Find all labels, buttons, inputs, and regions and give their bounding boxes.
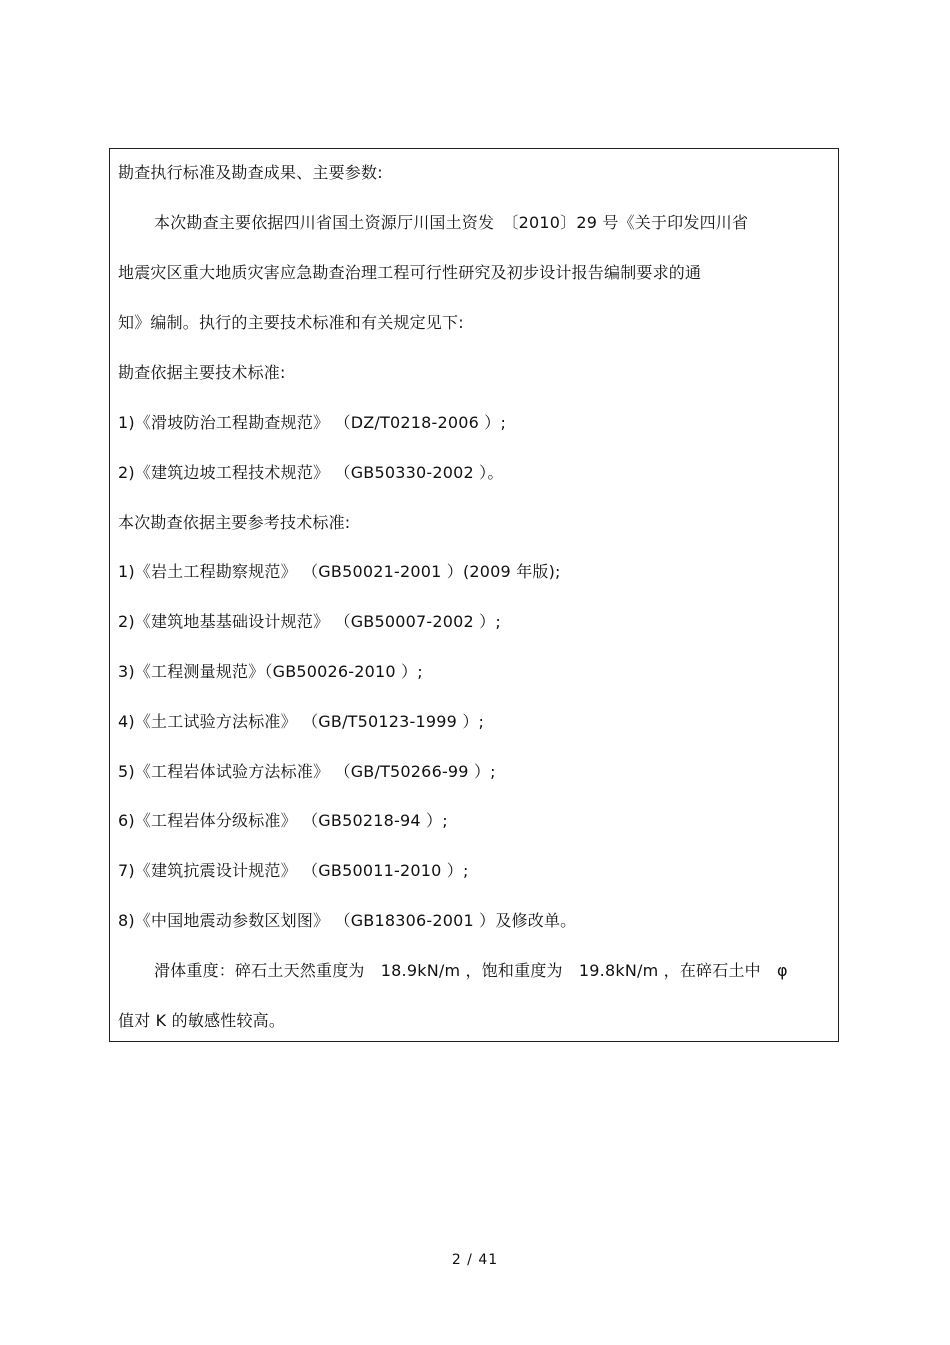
standard-item: 8)《中国地震动参数区划图》 （GB18306-2001 ）及修改单。 [118,911,577,930]
paragraph-line: 地震灾区重大地质灾害应急勘查治理工程可行性研究及初步设计报告编制要求的通 [118,263,702,282]
paragraph-line: 值对 K 的敏感性较高。 [118,1011,286,1030]
standard-item: 5)《工程岩体试验方法标准》 （GB/T50266-99 ）; [118,762,496,781]
standard-item: 2)《建筑地基基础设计规范》 （GB50007-2002 ）; [118,612,501,631]
standard-item: 3)《工程测量规范》（GB50026-2010 ）; [118,662,423,681]
standard-item: 1)《岩土工程勘察规范》 （GB50021-2001 ）(2009 年版); [118,562,561,581]
standard-item: 1)《滑坡防治工程勘查规范》 （DZ/T0218-2006 ）; [118,413,507,432]
paragraph-line: 知》编制。执行的主要技术标准和有关规定见下: [118,313,464,332]
content-frame [109,148,839,1042]
standard-item: 4)《土工试验方法标准》 （GB/T50123-1999 ）; [118,712,485,731]
paragraph-line: 滑体重度：碎石土天然重度为 18.9kN/m ，饱和重度为 19.8kN/m ，在碎石土中 φ [154,961,788,980]
standard-item: 2)《建筑边坡工程技术规范》 （GB50330-2002 ）。 [118,463,504,482]
paragraph-line: 本次勘查主要依据四川省国土资源厅川国土资发 〔2010〕29 号《关于印发四川省 [154,213,749,232]
section-heading: 勘查执行标准及勘查成果、主要参数: [118,163,383,182]
main-standards-title: 勘查依据主要技术标准: [118,363,286,382]
reference-standards-title: 本次勘查依据主要参考技术标准: [118,513,351,532]
page-number: 2 / 41 [451,1252,499,1268]
standard-item: 7)《建筑抗震设计规范》 （GB50011-2010 ）; [118,861,469,880]
standard-item: 6)《工程岩体分级标准》 （GB50218-94 ）; [118,811,448,830]
